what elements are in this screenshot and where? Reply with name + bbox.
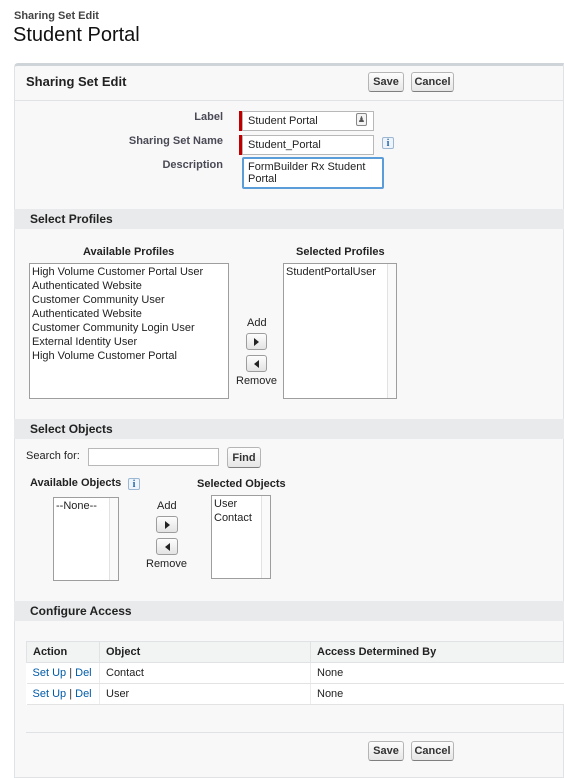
action-cell [27,684,100,705]
selected-objects-label: Selected Objects [197,478,286,490]
column-header-access-determined-by: Access Determined By [311,642,564,663]
select-profiles-title: Select Profiles [30,212,113,226]
search-input[interactable] [88,448,219,466]
set-up-link[interactable]: Set Up [32,688,67,700]
list-item[interactable]: External Identity User [32,336,138,348]
label-input[interactable]: Student Portal [242,111,374,131]
object-cell: Contact [100,663,311,684]
available-objects-label: Available Objects [30,477,122,489]
save-button-top[interactable]: Save [368,72,404,92]
sharing-set-name-input[interactable]: Student_Portal [242,135,374,155]
remove-profile-button[interactable] [246,355,267,372]
table-row [27,663,564,684]
add-object-button[interactable] [156,516,178,533]
arrow-left-icon [254,360,259,368]
info-icon[interactable]: i [128,478,140,490]
delete-link[interactable]: Del [75,667,92,679]
column-header-object: Object [100,642,311,663]
cancel-button-bottom[interactable]: Cancel [411,741,454,761]
cancel-button-top[interactable]: Cancel [411,72,454,92]
description-label: Description [162,159,223,171]
arrow-left-icon [165,543,170,551]
action-separator: | [66,688,76,700]
available-objects-list[interactable] [53,497,119,581]
find-button[interactable]: Find [227,447,261,468]
save-button-bottom[interactable]: Save [368,741,404,761]
selected-objects-list[interactable] [211,495,271,579]
action-cell [27,663,100,684]
description-textarea[interactable] [242,157,384,189]
selected-profiles-label: Selected Profiles [296,246,385,258]
scrollbar[interactable] [387,264,396,398]
list-item[interactable]: Authenticated Website [32,308,142,320]
list-item[interactable]: Authenticated Website [32,280,142,292]
list-item[interactable]: High Volume Customer Portal User [32,266,204,278]
search-label: Search for: [26,450,80,462]
access-determined-by-cell: None [311,663,564,684]
footer-divider [26,732,564,733]
action-separator: | [66,667,76,679]
arrow-right-icon [165,521,170,529]
page-subtitle: Sharing Set Edit [14,10,99,22]
list-item[interactable]: --None-- [56,500,97,512]
access-table [26,641,564,705]
arrow-right-icon [254,338,259,346]
table-header-row [27,642,564,663]
remove-label: Remove [146,558,187,570]
label-field-label: Label [194,111,223,123]
panel-title: Sharing Set Edit [26,74,127,89]
list-item[interactable]: Contact [214,512,252,524]
list-item[interactable]: High Volume Customer Portal [32,350,177,362]
set-up-link[interactable]: Set Up [32,667,67,679]
list-item[interactable]: Customer Community Login User [32,322,195,334]
remove-object-button[interactable] [156,538,178,555]
sharing-set-name-label: Sharing Set Name [128,135,223,147]
scrollbar[interactable] [109,498,118,580]
description-line: Portal [248,173,277,185]
list-item[interactable]: User [214,498,238,510]
info-icon[interactable]: i [382,137,394,149]
contact-card-icon[interactable]: ♟ [357,115,366,124]
scrollbar[interactable] [261,496,270,578]
list-item[interactable]: StudentPortalUser [286,266,376,278]
configure-access-title: Configure Access [30,604,132,618]
delete-link[interactable]: Del [75,688,92,700]
add-profile-button[interactable] [246,333,267,350]
page-title: Student Portal [13,24,140,46]
column-header-action: Action [27,642,100,663]
remove-label: Remove [236,375,277,387]
object-cell: User [100,684,311,705]
access-determined-by-cell: None [311,684,564,705]
available-profiles-list[interactable] [29,263,229,399]
table-row [27,684,564,705]
description-line: FormBuilder Rx Student [248,161,366,173]
list-item[interactable]: Customer Community User [32,294,165,306]
selected-profiles-list[interactable] [283,263,397,399]
available-profiles-label: Available Profiles [83,246,175,258]
add-label: Add [157,500,177,512]
add-label: Add [247,317,267,329]
select-objects-title: Select Objects [30,422,113,436]
